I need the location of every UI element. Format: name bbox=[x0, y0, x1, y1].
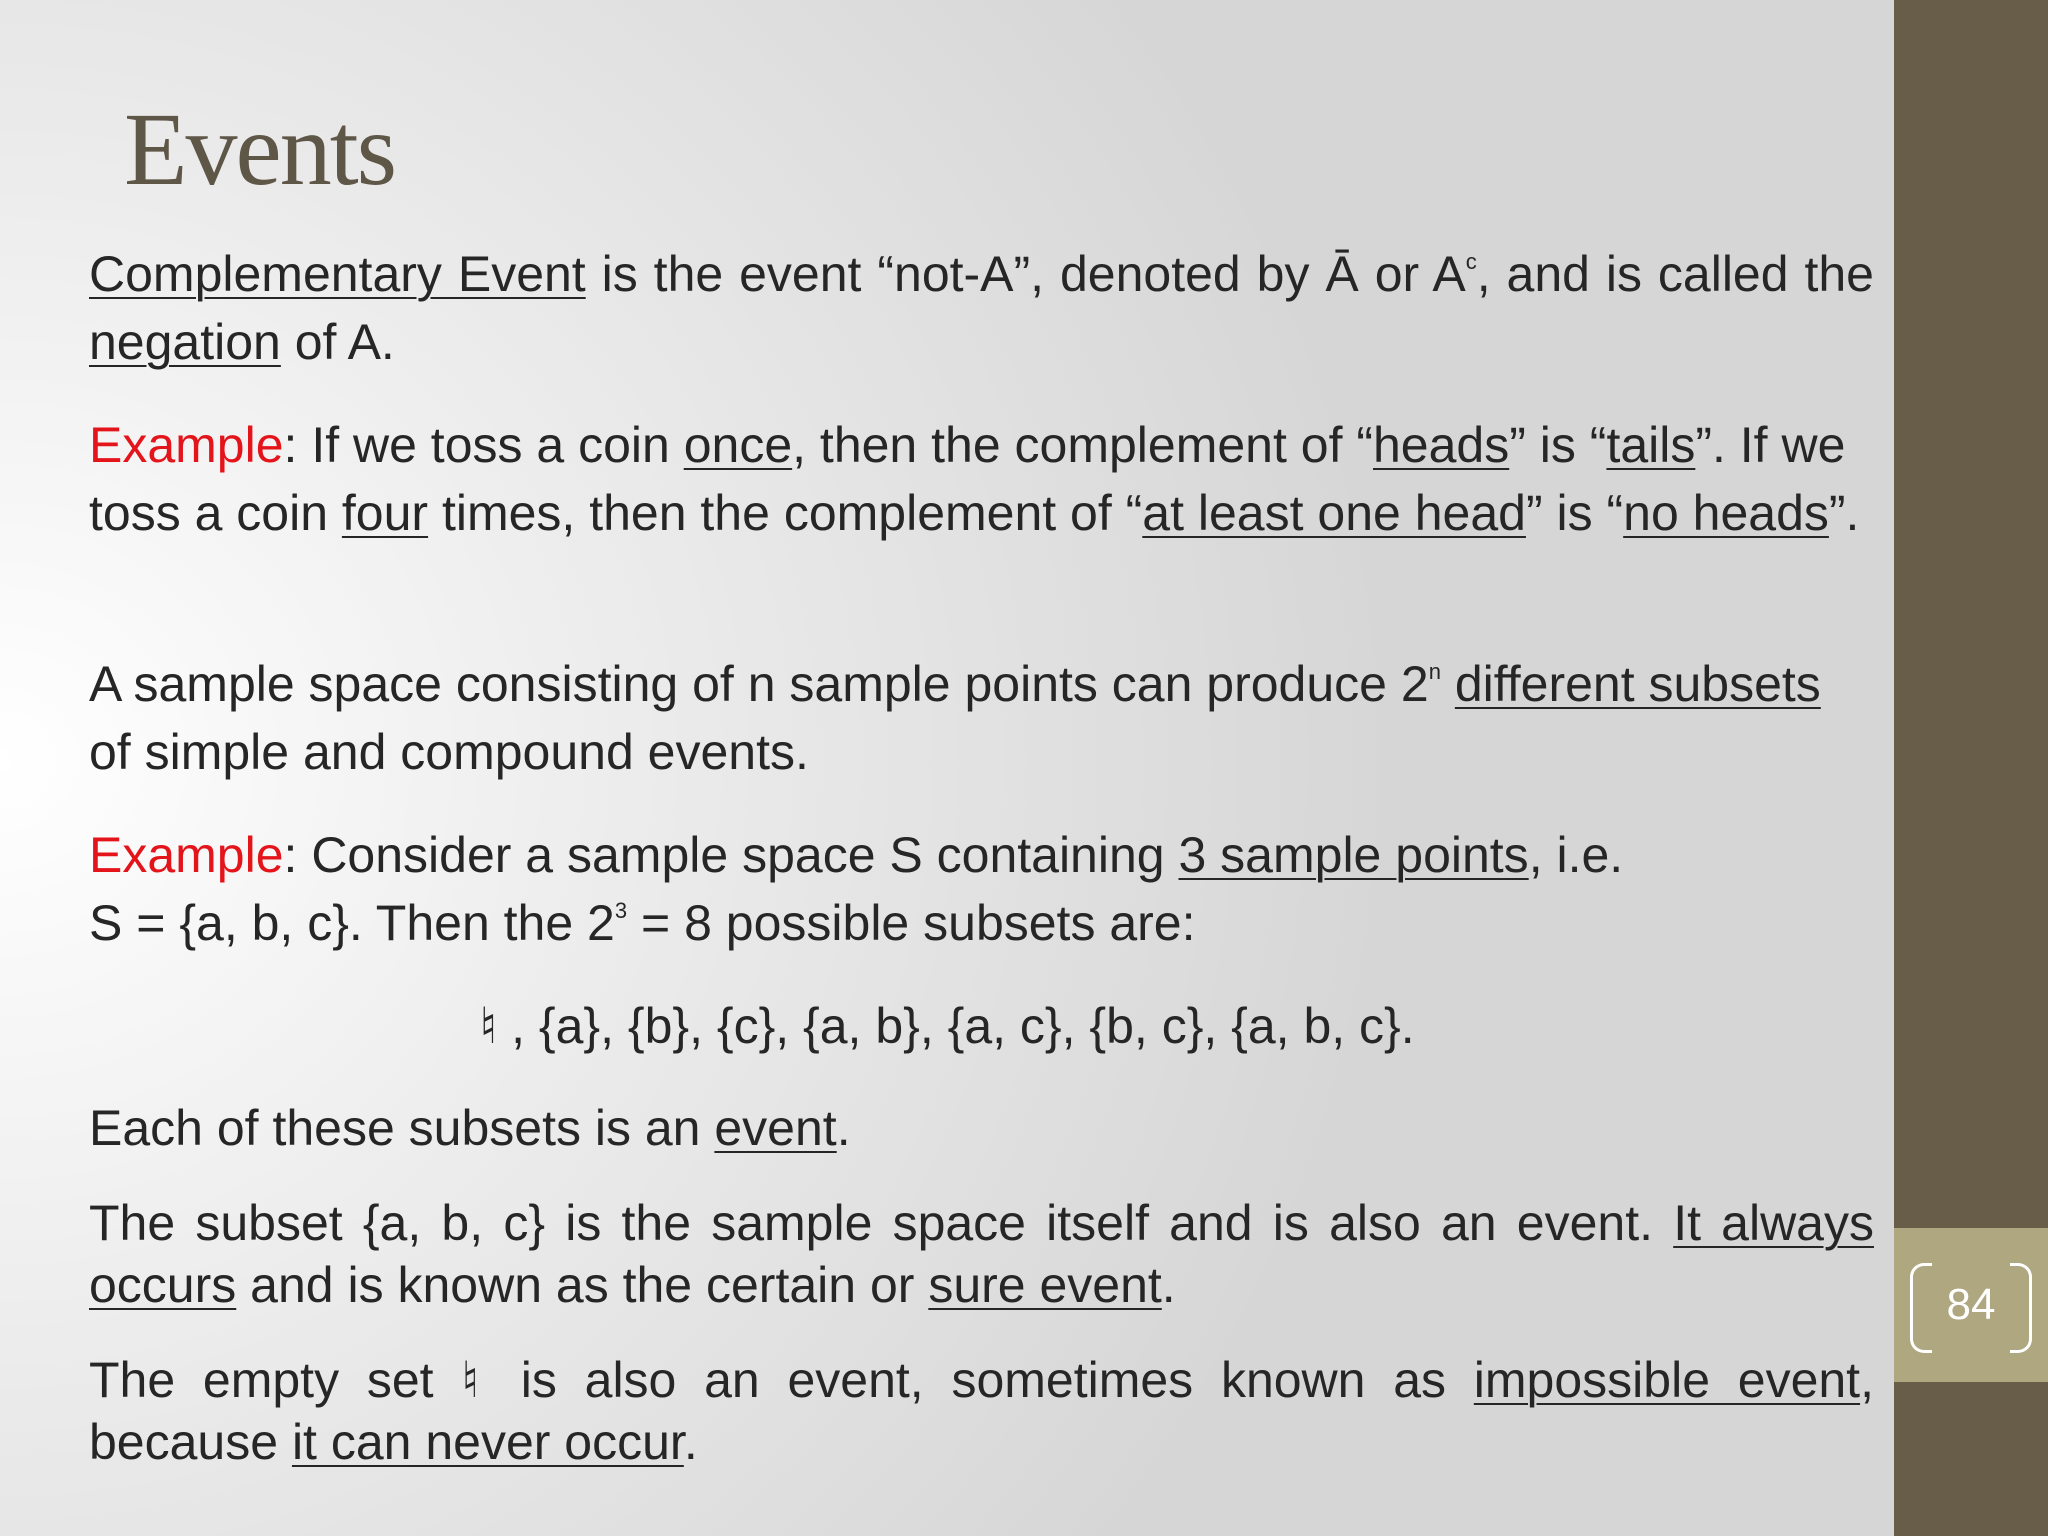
text-segment: of simple and compound events. bbox=[89, 724, 809, 780]
text-segment: ”. If we toss a coin bbox=[89, 417, 1846, 541]
underlined-text: sure event bbox=[928, 1257, 1162, 1313]
example-label: Example bbox=[89, 417, 284, 473]
text-segment: , i.e. bbox=[1528, 827, 1624, 883]
event-definition-paragraph bbox=[89, 1094, 1874, 1162]
text-segment: , because bbox=[89, 1352, 1874, 1470]
text-segment: S = {a, b, c}. Then the 2 bbox=[89, 895, 615, 951]
page-number: 84 bbox=[1946, 1280, 1996, 1329]
text-segment: is the event “not-A”, denoted by Ā or A bbox=[585, 246, 1466, 302]
text-segment: ”. bbox=[1828, 485, 1860, 541]
underlined-text: 3 sample points bbox=[1178, 827, 1529, 883]
text-segment: . bbox=[683, 1414, 698, 1470]
underlined-text: at least one head bbox=[1142, 485, 1526, 541]
term-complementary-event: Complementary Event bbox=[89, 246, 586, 302]
impossible-event-paragraph bbox=[89, 1349, 1874, 1473]
complementary-event-paragraph bbox=[89, 240, 1874, 376]
text-segment: : Consider a sample space S containing bbox=[283, 827, 1179, 883]
text-segment: A sample space consisting of n sample points can produce 2 bbox=[89, 656, 1429, 712]
text-segment: ” is “ bbox=[1525, 485, 1624, 541]
text-segment: , then the complement of “ bbox=[792, 417, 1373, 473]
sure-event-paragraph bbox=[89, 1192, 1874, 1316]
underlined-text: impossible event bbox=[1473, 1352, 1861, 1408]
text-segment: , and is called the bbox=[1476, 246, 1874, 302]
subsets-example-paragraph bbox=[89, 821, 1874, 957]
text-segment: = 8 possible subsets are: bbox=[627, 895, 1196, 951]
text-segment bbox=[1441, 656, 1455, 712]
sample-space-paragraph bbox=[89, 650, 1829, 786]
text-segment: . bbox=[1161, 1257, 1176, 1313]
superscript: c bbox=[1465, 249, 1477, 274]
slide-title: Events bbox=[124, 92, 396, 207]
text-segment: and is known as the certain or bbox=[236, 1257, 929, 1313]
text-segment: ” is “ bbox=[1509, 417, 1607, 473]
text-segment: of A. bbox=[280, 314, 395, 370]
superscript: 3 bbox=[614, 898, 628, 923]
underlined-text: event bbox=[714, 1100, 837, 1156]
superscript: n bbox=[1428, 659, 1441, 684]
text-segment: : If we toss a coin bbox=[283, 417, 684, 473]
text-segment: . bbox=[836, 1100, 851, 1156]
example-label: Example bbox=[89, 827, 284, 883]
text-segment: times, then the complement of “ bbox=[428, 485, 1143, 541]
underlined-text: it can never occur bbox=[291, 1414, 684, 1470]
underlined-text: different subsets bbox=[1454, 656, 1821, 712]
text-segment: Each of these subsets is an bbox=[89, 1100, 715, 1156]
underlined-text: once bbox=[683, 417, 793, 473]
term-negation: negation bbox=[89, 314, 281, 370]
underlined-text: heads bbox=[1373, 417, 1510, 473]
text-segment: The empty set ♮ is also an event, sometimes known as bbox=[89, 1352, 1474, 1408]
underlined-text: It always occurs bbox=[89, 1195, 1874, 1313]
underlined-text: no heads bbox=[1623, 485, 1829, 541]
text-segment: The subset {a, b, c} is the sample space itself and is also an event. bbox=[89, 1195, 1674, 1251]
underlined-text: tails bbox=[1606, 417, 1696, 473]
subsets-list: ♮ , {a}, {b}, {c}, {a, b}, {a, c}, {b, c}, {a, b, c}. bbox=[479, 998, 1415, 1054]
underlined-text: four bbox=[341, 485, 429, 541]
coin-example-paragraph bbox=[89, 411, 1874, 547]
